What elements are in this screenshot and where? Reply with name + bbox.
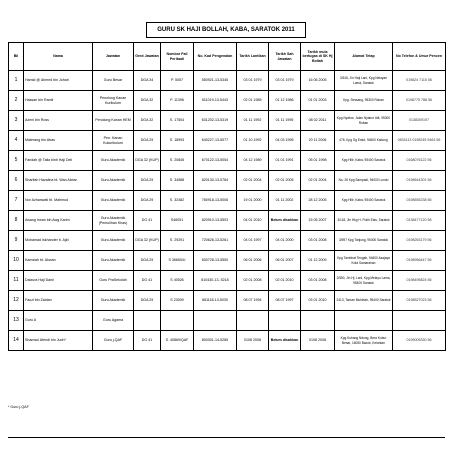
bottom-divider [8,437,445,438]
cell-sah: 03 01 1979 [269,71,301,91]
cell-kp: 681118-13-5030 [194,291,237,311]
table-header [9,43,446,71]
cell-jawatan: Guru Akademik [93,231,134,251]
table-row [9,71,446,91]
cell-sah: 02 01 2010 [269,271,301,291]
header-telefon: No Telefon & Umur Pencen [393,43,446,71]
header-mula: Tarikh mula bertugas di SK Hj Bollah [301,43,335,71]
cell-lantik: 02 01 2008 [237,271,269,291]
cell-mula: 05 01 1998 [301,151,335,171]
cell-alamat: Kpg Hilir, Kaba, 95400 Saratok [335,151,393,171]
cell-sah: 01 01 1991 [269,151,301,171]
cell-mula: 01 12 2009 [301,251,335,271]
teacher-table [8,42,446,351]
cell-jawatan: Guru Akademik [93,251,134,271]
cell-telefon: 0198644301 56 [393,171,446,191]
cell-telefon: 0198775 788 56 [393,91,446,111]
cell-telefon: 0138477120 58 [393,211,446,231]
cell-bil: 10 [9,251,24,271]
cell-alamat: 476, Kpg Sg Entut, 94600 Kabong [335,131,393,151]
cell-mula: 28 12 2005 [301,191,335,211]
cell-alamat: Kpg. Sessang, 95300 Roban [335,91,393,111]
cell-sah: 01 11 1995 [269,111,301,131]
header-jawatan: Jawatan [93,43,134,71]
cell-mula: 03 01 2008 [301,231,335,251]
cell-jawatan: Guru Akademik [93,291,134,311]
cell-sah: 02 01 2005 [269,171,301,191]
cell-gred: DGA 29 [134,171,161,191]
cell-fail: S. 17504 [161,111,194,131]
cell-bil: 5 [9,151,24,171]
cell-gred: DG 41 [134,211,161,231]
cell-mula: 16 06 2005 [301,71,335,91]
cell-alamat: Kpg Nyabor, Jalan Nyabor Atit, 95300 Roban [335,111,393,131]
cell-fail: P. 11396 [161,91,194,111]
cell-kp: 640227-13-5077 [194,131,237,151]
cell-mula: 15 05 2007 [301,211,335,231]
cell-bil: 2 [9,91,24,111]
cell-alamat [335,311,393,331]
cell-jawatan: Guru PraSekolah [93,271,134,291]
cell-nama: Hamid @ Ahmed bin Johari [24,71,93,91]
cell-alamat: Kpg Kubang Ndong, Bera Kubur Besar, 16050 Bacok, Kelantan [335,331,393,351]
cell-sah: 04 03 1995 [269,131,301,151]
cell-nama: Fandah @ Talia binti Haji Deli [24,151,93,171]
cell-mula: 02 01 2004 [301,171,335,191]
cell-nama: Materang bin Abas [24,131,93,151]
cell-kp: 720626-13-5261 [194,231,237,251]
cell-sah: 08 07 1997 [269,291,301,311]
cell-fail: S. 34588 [161,171,194,191]
cell-fail: S. 40869/QAF [161,331,194,351]
header-sah: Tarikh Sah Jawatan [269,43,301,71]
cell-lantik: 0108 2008 [237,331,269,351]
cell-nama: Guru A [24,311,93,331]
cell-alamat: Kpg Hilir, Kaba, 95400 Saratok [335,191,393,211]
cell-kp: 820910-13-5503 [194,211,237,231]
cell-telefon: 019824 7115 56 [393,71,446,91]
table-row [9,311,446,331]
cell-mula: 20 11 2006 [301,131,335,151]
table-row [9,331,446,351]
cell-gred: DGA 34 [134,71,161,91]
header-nama: Nama [24,43,93,71]
cell-gred: DGA 29 [134,291,161,311]
cell-kp: 780918-13-5006 [194,191,237,211]
cell-bil: 3 [9,111,24,131]
cell-telefon: 0198263179 56 [393,231,446,251]
cell-telefon: 0198495824 56 [393,271,446,291]
cell-kp: 800301-14-5285 [194,331,237,351]
cell-jawatan: Guru Akademik (Pemulihan Khas) [93,211,134,231]
cell-jawatan: Penolong Kanan HEM [93,111,134,131]
cell-lantik: 02 01 2004 [237,171,269,191]
cell-mula: 03 01 2010 [301,291,335,311]
cell-kp: 670122-13-5054 [194,151,237,171]
cell-jawatan: Guru Agama [93,311,134,331]
cell-kp: 810430-13- 5218 [194,271,237,291]
cell-fail: S. 20845 [161,151,194,171]
cell-nama: Shamsul Afendi bin Juoh* [24,331,93,351]
cell-bil: 11 [9,271,24,291]
cell-alamat: No. 26 Kpg Sampadi, 94000 Lundu [335,171,393,191]
cell-telefon: 0198527023 56 [393,291,446,311]
cell-nama: Hassan bin Ramli [24,91,93,111]
cell-nama: Daizura Haji Daini [24,271,93,291]
cell-alamat: 3/597 Kpg Tanjung, 95400 Saratok [335,231,393,251]
cell-gred: DG 41 [134,331,161,351]
cell-fail: P. 5057 [161,71,194,91]
cell-nama: Awang Irwan bin Awg Karim [24,211,93,231]
cell-nama: Sharifah Hazalina bt. Wan Akbar [24,171,93,191]
cell-jawatan: Guru Akademik [93,191,134,211]
cell-jawatan: Guru Akademik [93,171,134,191]
cell-gred: DGA 29 [134,251,161,271]
table-row [9,211,446,231]
cell-alamat: 2413, Taman Muhibah, 95400 Saratok [335,291,393,311]
cell-fail: S 40526 [161,271,194,291]
cell-gred: DGA 29 [134,131,161,151]
cell-bil: 12 [9,291,24,311]
cell-nama: Fauzi bin Zaidan [24,291,93,311]
cell-fail: S. 32482 [161,191,194,211]
cell-fail: S. 18993 [161,131,194,151]
cell-telefon: 0198956447 56 [393,251,446,271]
cell-bil: 14 [9,331,24,351]
cell-nama: Kamsiah bt. Akwan [24,251,93,271]
cell-gred: DGA 32 (KUP) [134,231,161,251]
cell-fail: S. 29291 [161,231,194,251]
table-row [9,251,446,271]
cell-jawatan: Guru Besar [93,71,134,91]
cell-kp [194,311,237,331]
cell-telefon [393,311,446,331]
cell-bil: 8 [9,211,24,231]
header-alamat: Alamat Tetap [335,43,393,71]
header-fail: Nombor Fail Peribadi [161,43,194,71]
table-row [9,191,446,211]
cell-kp: 550921-13-5345 [194,71,237,91]
header-kp: No. Kad Pengenalan [194,43,237,71]
cell-telefon: 0834113 0198245 9463 56 [393,131,446,151]
cell-lantik: 04 01 1997 [237,231,269,251]
header-row [9,43,446,71]
table-row [9,131,446,151]
cell-lantik: 08 07 1994 [237,291,269,311]
table-row [9,291,446,311]
cell-mula: 0108 2008 [301,331,335,351]
cell-lantik: 06 01 2006 [237,251,269,271]
table-row [9,231,446,251]
header-gred: Gred Jawatan [134,43,161,71]
cell-sah: Belum disahkan [269,211,301,231]
table-row [9,111,446,131]
cell-sah [269,311,301,331]
cell-nama: Mohamad Iskhander b. Ajid [24,231,93,251]
cell-bil: 7 [9,191,24,211]
document-title [146,22,306,38]
cell-kp: 611019-13-5443 [194,91,237,111]
cell-nama: Azeni bin Ross [24,111,93,131]
cell-alamat: 2/550, Jln Hj. Lani, Kpg Melayu Lama, 95400 Saratok [335,271,393,291]
document-title-text: GURU SK HAJI BOLLAH, KABA, SARATOK 2011 [157,27,295,33]
cell-nama: Nor Azhanwati bt. Mahmud [24,191,93,211]
cell-sah: 01 11 2002 [269,191,301,211]
cell-sah: Belum disahkan [269,331,301,351]
cell-gred [134,311,161,331]
cell-gred: DGA 32 [134,91,161,111]
cell-alamat: Kpg Tambirat Tengah, 94600 Asajaya Kota Samarahan [335,251,393,271]
table-body [9,71,446,351]
cell-sah: 04 01 2000 [269,231,301,251]
table-row [9,271,446,291]
cell-gred: DG 41 [134,271,161,291]
cell-fail [161,311,194,331]
cell-lantik: 04 01 2010 [237,211,269,231]
cell-gred: DGA 29 [134,191,161,211]
cell-alamat: 3/118, Jln Hkg H. Putih Elas, Saratok [335,211,393,231]
cell-sah: 01 12 1986 [269,91,301,111]
cell-mula: 03 01 2008 [301,271,335,291]
cell-lantik [237,311,269,331]
cell-bil: 1 [9,71,24,91]
cell-jawatan: Guru j-QAF [93,331,134,351]
footnote: * Guru j-QAF [8,405,29,409]
cell-lantik: 19 01 2000 [237,191,269,211]
cell-jawatan: Pen. Kanan Kokurikulum [93,131,134,151]
cell-telefon: 0198555238 56 [393,191,446,211]
cell-bil: 6 [9,171,24,191]
cell-gred: DGA 32 [134,111,161,131]
cell-gred: DGA 32 (KUP) [134,151,161,171]
cell-jawatan: Penolong Kanan Kurikulum [93,91,134,111]
cell-mula: 01 01 2003 [301,91,335,111]
cell-kp: 820130-13-5784 [194,171,237,191]
cell-lantik: 01 10 1992 [237,131,269,151]
cell-fail: S 36650/U [161,251,194,271]
cell-bil: 4 [9,131,24,151]
table-row [9,171,446,191]
cell-fail: S 23009 [161,291,194,311]
cell-fail: S46051 [161,211,194,231]
cell-telefon: 0168076122 56 [393,151,446,171]
cell-mula [301,311,335,331]
cell-alamat: 3/516, Jln Haji Lani, Kpg Nelayan Lama, Saratok [335,71,393,91]
cell-lantik: 01 11 1992 [237,111,269,131]
cell-sah: 06 01 2007 [269,251,301,271]
table-row [9,151,446,171]
cell-kp: 830728-13-5550 [194,251,237,271]
cell-bil: 9 [9,231,24,251]
cell-jawatan: Guru Akademik [93,151,134,171]
cell-telefon: 0199005330 56 [393,331,446,351]
cell-kp: 631202-13-5319 [194,111,237,131]
cell-lantik: 04 12 1989 [237,151,269,171]
table-row [9,91,446,111]
cell-lantik: 02 01 1985 [237,91,269,111]
header-bil: Bil [9,43,24,71]
cell-telefon: 0138309197 [393,111,446,131]
header-lantik: Tarikh Lantikan [237,43,269,71]
cell-mula: 08 02 2011 [301,111,335,131]
cell-lantik: 03 01 1979 [237,71,269,91]
cell-bil: 13 [9,311,24,331]
